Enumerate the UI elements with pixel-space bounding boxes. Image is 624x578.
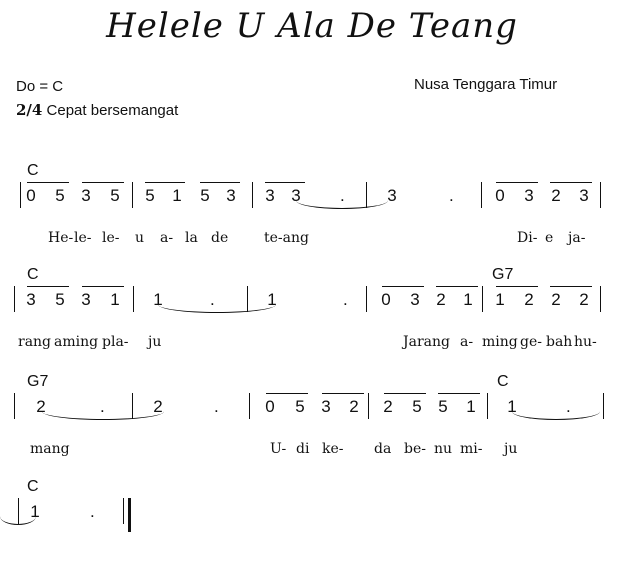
chord-label: C [497,373,509,390]
note: 3 [321,397,331,416]
chord-label: G7 [492,266,514,283]
tie-slur [296,192,388,209]
note: 1 [463,290,473,309]
barline [366,286,367,312]
note: 3 [524,186,534,205]
chord-label: C [27,478,39,495]
note: 2 [436,290,446,309]
song-origin: Nusa Tenggara Timur [414,76,558,93]
note: 5 [145,186,155,205]
note: 1 [172,186,182,205]
lyric-syllable: aming [54,334,99,350]
barline [133,286,134,312]
lyric-syllable: u [135,230,145,246]
lyric-syllable: bah [546,334,573,350]
lyric-syllable: e [545,230,554,246]
lyric-syllable: le- [74,230,92,246]
lyric-syllable: ja- [568,230,586,246]
lyric-syllable: di [296,441,310,457]
note: 1 [153,290,163,309]
tempo-line [16,101,178,119]
staff-row-3: G7 C 2 . 2 . 0 5 3 2 2 5 5 1 1 . mang U- di ke- da be- nu mi- ju [0,373,624,473]
tie-slur [512,403,600,420]
note: 1 [30,502,40,521]
note: 2 [551,186,561,205]
tie-slur [158,296,276,313]
lyric-syllable: Di- [517,230,538,246]
note: 0 [495,186,505,205]
beam [436,286,478,287]
barline [20,182,21,208]
lyric-syllable: be- [404,441,426,457]
barline [600,182,601,208]
time-signature: 2/4 [16,101,43,119]
note: 2 [579,290,589,309]
note: 1 [507,397,517,416]
note: 5 [55,290,65,309]
lyric-syllable: Jarang [403,334,450,350]
chord-label: C [27,266,39,283]
beam [438,393,480,394]
beam [27,182,69,183]
beam [550,182,592,183]
lyric-syllable: de [211,230,229,246]
note: 0 [381,290,391,309]
lyric-syllable: U- [270,441,287,457]
lyric-syllable: ju [504,441,518,457]
barline [132,393,133,419]
lyric-syllable: ju [148,334,162,350]
note: 5 [438,397,448,416]
note: 2 [153,397,163,416]
barline [487,393,488,419]
beam [384,393,426,394]
beam [266,393,308,394]
lyric-syllable: hu- [574,334,597,350]
lyric-syllable: He- [48,230,74,246]
note: 1 [267,290,277,309]
tie-slur [0,508,36,525]
note: 3 [226,186,236,205]
note: 0 [265,397,275,416]
beam [82,182,124,183]
lyric-syllable: te-ang [264,230,309,246]
barline [249,393,250,419]
barline [603,393,604,419]
lyric-syllable: ge- [520,334,542,350]
beam [82,286,124,287]
lyric-syllable: ming [482,334,518,350]
note: 5 [412,397,422,416]
key-signature: Do = C [16,78,64,95]
beam [27,286,69,287]
barline [247,286,248,312]
note: 3 [579,186,589,205]
barline [481,182,482,208]
note: 5 [55,186,65,205]
note: 2 [349,397,359,416]
barline [368,393,369,419]
chord-label: G7 [27,373,49,390]
final-barline [128,498,131,532]
note: 3 [291,186,301,205]
beam [550,286,592,287]
beam [322,393,364,394]
barline [123,498,124,524]
beam [382,286,424,287]
note: 5 [110,186,120,205]
staff-row-4: C 1 . [0,478,624,578]
barline [366,182,367,208]
note: 3 [81,290,91,309]
lyric-syllable: la [185,230,198,246]
staff-row-2: C G7 3 5 3 1 1 . 1 . 0 3 2 1 1 2 2 2 rang aming pla- ju Jarang a- ming ge- bah hu- [0,266,624,366]
song-title: Helele U Ala De Teang [106,6,518,46]
note: 2 [383,397,393,416]
lyric-syllable: nu [434,441,453,457]
barline [14,286,15,312]
note: 1 [466,397,476,416]
note: 3 [26,290,36,309]
lyric-syllable: ke- [322,441,344,457]
barline [14,393,15,419]
lyric-syllable: rang [18,334,52,350]
beam [200,182,240,183]
barline [600,286,601,312]
lyric-syllable: a- [160,230,174,246]
note: 3 [81,186,91,205]
note: 2 [36,397,46,416]
lyric-syllable: da [374,441,392,457]
lyric-syllable: a- [460,334,474,350]
beam [265,182,305,183]
barline [132,182,133,208]
beam [496,182,538,183]
note: 3 [387,186,397,205]
note: 0 [26,186,36,205]
lyric-syllable: mang [30,441,70,457]
chord-label: C [27,162,39,179]
note: 2 [551,290,561,309]
lyric-syllable: mi- [460,441,483,457]
note: 5 [200,186,210,205]
note: 3 [265,186,275,205]
staff-row-1: C 0 5 3 5 5 1 5 3 3 3 . 3 . 0 3 2 3 He- le- le- u a- la de te-ang Di- e ja- [0,162,624,262]
note: 3 [410,290,420,309]
barline [482,286,483,312]
note: 1 [495,290,505,309]
barline [252,182,253,208]
beam [145,182,185,183]
tie-slur [42,403,164,420]
lyric-syllable: le- [102,230,120,246]
note: 5 [295,397,305,416]
note: 1 [110,290,120,309]
beam [496,286,538,287]
lyric-syllable: pla- [102,334,129,350]
note: 2 [524,290,534,309]
tempo-marking: Cepat bersemangat [46,102,179,119]
